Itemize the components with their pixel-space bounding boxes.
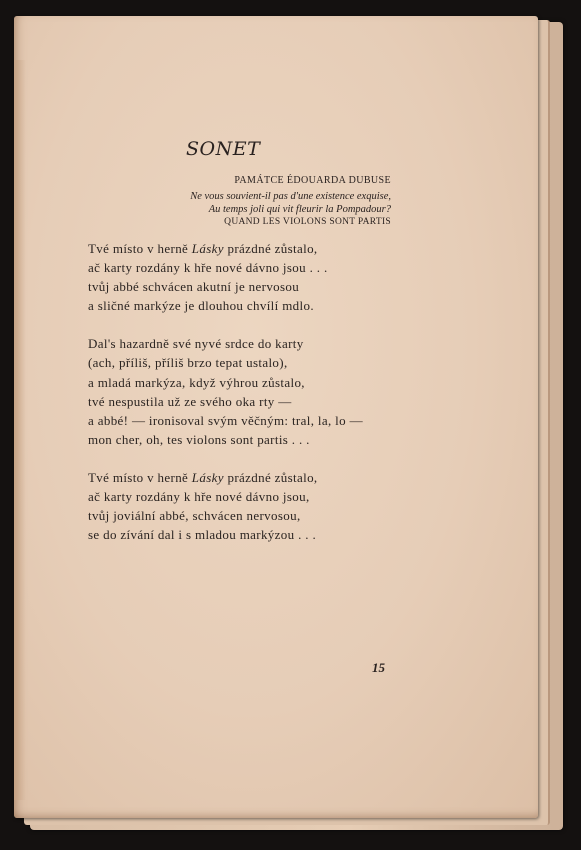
verse-text: tvůj abbé schvácen akutní je nervosou xyxy=(88,279,300,295)
verse-text: a abbé! — ironisoval svým věčným: tral, la, lo — xyxy=(88,412,363,428)
stanza xyxy=(88,239,398,315)
verse-line xyxy=(88,334,398,353)
verse-line xyxy=(88,487,398,506)
epigraph-line: Ne vous souvient-il pas d'une existence exquise, xyxy=(190,191,391,202)
dedication: PAMÁTCE ÉDOUARDA DUBUSE xyxy=(234,175,391,186)
page-worn-edge xyxy=(14,60,26,800)
verse-text: tvůj joviální abbé, schvácen nervosou, xyxy=(88,508,301,524)
verse-text: a mladá markýza, když výhrou zůstalo, xyxy=(88,374,305,390)
verse-line xyxy=(88,353,398,372)
verse-line xyxy=(88,392,398,411)
poem-body xyxy=(88,239,398,563)
page-number: 15 xyxy=(372,660,385,675)
epigraph-line: Au temps joli qui vit fleurir la Pompadour? xyxy=(208,204,391,215)
verse-text: ač karty rozdány k hře nové dávno jsou, xyxy=(88,489,310,505)
verse-line xyxy=(88,506,398,525)
epigraph xyxy=(111,190,391,216)
stanza xyxy=(88,334,398,449)
verse-line xyxy=(88,258,398,277)
epigraph-source: QUAND LES VIOLONS SONT PARTIS xyxy=(224,217,391,227)
verse-text: a sličné markýze je dlouhou chvílí mdlo. xyxy=(88,298,314,314)
verse-line xyxy=(88,373,398,392)
verse-line xyxy=(88,525,398,544)
verse-text: prázdné zůstalo, xyxy=(223,469,318,485)
verse-emphasis: Lásky xyxy=(191,469,224,485)
verse-line xyxy=(88,411,398,430)
verse-line xyxy=(88,468,398,487)
verse-emphasis: Lásky xyxy=(191,241,224,256)
verse-text: tvé nespustila už ze svého oka rty — xyxy=(88,393,292,409)
stanza xyxy=(88,468,398,544)
verse-text: ač karty rozdány k hře nové dávno jsou . . . xyxy=(88,260,328,276)
verse-text: Dal's hazardně své nyvé srdce do karty xyxy=(88,336,304,352)
verse-text: Tvé místo v herně xyxy=(88,469,192,485)
verse-text: mon cher, oh, tes violons sont partis . . . xyxy=(88,431,310,447)
verse-text: prázdné zůstalo, xyxy=(223,241,318,256)
verse-line xyxy=(88,277,398,296)
verse-line xyxy=(88,430,398,449)
verse-text: Tvé místo v herně xyxy=(88,241,192,256)
verse-text: (ach, příliš, příliš brzo tepat ustalo), xyxy=(88,355,288,371)
verse-text: se do zívání dal i s mladou markýzou . . . xyxy=(88,527,317,543)
verse-line xyxy=(88,239,398,258)
verse-line xyxy=(88,296,398,315)
poem-title: SONET xyxy=(186,138,261,160)
